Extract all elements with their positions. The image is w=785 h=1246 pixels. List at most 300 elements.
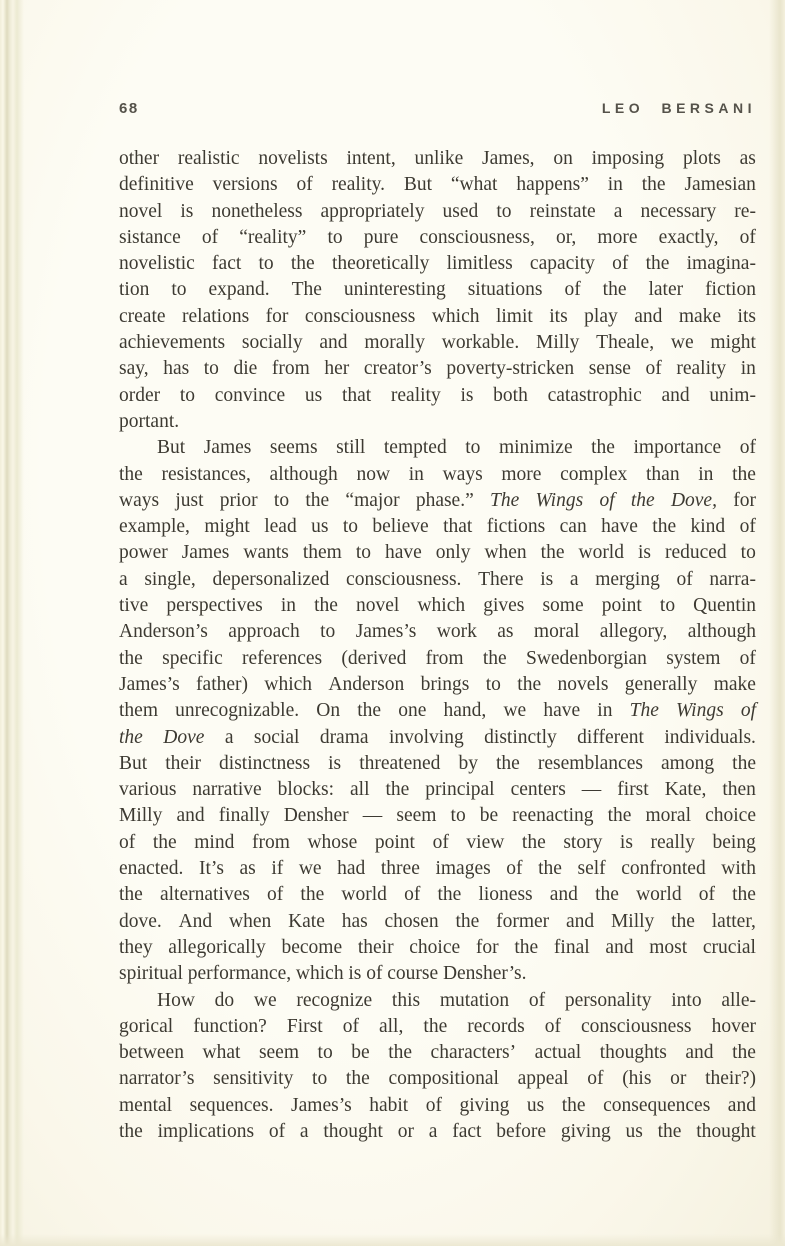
word: the: [119, 726, 143, 748]
word: the: [561, 1094, 586, 1116]
word: of: [587, 1068, 604, 1090]
word: that: [443, 516, 473, 538]
word: the: [630, 489, 655, 511]
word: complex: [560, 463, 628, 485]
word: world: [636, 884, 682, 906]
word: have: [543, 700, 581, 722]
word: the: [305, 489, 330, 511]
word: the: [538, 858, 562, 880]
word: as: [497, 621, 514, 643]
word: the: [119, 1120, 143, 1142]
word: distinctness: [219, 752, 311, 774]
word: Milly: [536, 332, 580, 354]
word: is: [180, 200, 194, 222]
word: for: [733, 489, 756, 511]
word: both: [493, 384, 528, 406]
word: the: [732, 463, 756, 485]
word: do: [214, 989, 235, 1011]
word: die: [233, 358, 258, 380]
word: of: [425, 1094, 442, 1116]
word: socially: [241, 332, 303, 354]
word: Anderson’s: [119, 621, 208, 643]
word: us: [304, 384, 323, 406]
word: novels: [557, 673, 609, 695]
word: has: [163, 358, 190, 380]
word: in: [607, 174, 623, 196]
word: of: [119, 831, 136, 853]
word: brings: [420, 673, 470, 695]
word: have: [601, 516, 638, 538]
word: reality: [390, 384, 441, 406]
word: and: [685, 1042, 714, 1064]
word: which: [264, 673, 313, 695]
word: “reality”: [239, 226, 307, 248]
word: exactly,: [658, 226, 719, 248]
word: to: [273, 489, 290, 511]
word: achievements: [119, 332, 226, 354]
word: limitless: [446, 253, 513, 275]
word: world: [341, 884, 387, 906]
word: to: [327, 226, 343, 248]
word: principal: [425, 779, 495, 801]
word: mental: [119, 1094, 173, 1116]
word: The: [629, 700, 659, 722]
word: morally: [364, 332, 425, 354]
word: or,: [555, 226, 577, 248]
word: James’s: [291, 1094, 352, 1116]
word: other: [119, 148, 160, 169]
word: (his: [622, 1068, 652, 1090]
word: unlike: [414, 148, 464, 169]
word: more: [597, 226, 638, 248]
word: appeal: [517, 1068, 569, 1090]
word: nonetheless: [211, 200, 303, 222]
word: seem: [258, 1042, 300, 1064]
word: to: [203, 358, 219, 380]
word: among: [661, 752, 715, 774]
word: the: [388, 1042, 413, 1064]
word: with: [721, 858, 756, 880]
word: them: [302, 542, 342, 564]
word: Wings: [535, 489, 584, 511]
word: the: [357, 700, 382, 722]
word: in: [280, 595, 296, 617]
text-line: [119, 619, 756, 645]
word: make: [713, 673, 756, 695]
word: make: [678, 305, 722, 327]
word: But: [403, 174, 433, 196]
scan-right-edge: [769, 0, 785, 1246]
word: of: [739, 516, 756, 538]
word: us: [526, 1094, 545, 1116]
word: consciousness: [304, 305, 416, 327]
word: the: [314, 595, 338, 617]
word: different: [577, 726, 644, 748]
word: —: [581, 779, 602, 801]
word: the: [732, 884, 756, 906]
word: kind: [690, 516, 726, 538]
word: But: [157, 437, 186, 459]
word: of: [645, 358, 662, 380]
word: in: [408, 463, 424, 485]
word: various: [119, 779, 177, 801]
word: be: [479, 805, 499, 827]
word: merging: [595, 568, 660, 590]
paragraph: [119, 435, 756, 987]
text-line: [119, 435, 756, 461]
word: individuals.: [664, 726, 756, 748]
word: Quentin: [693, 595, 756, 617]
word: is: [348, 963, 362, 985]
word: phase.”: [415, 489, 474, 511]
text-line: [119, 882, 756, 908]
word: of: [267, 884, 284, 906]
word: and: [634, 305, 663, 327]
word: to: [740, 542, 756, 564]
page-number: 68: [119, 100, 139, 117]
word: recognize: [296, 989, 373, 1011]
word: James’s: [119, 673, 180, 695]
word: to: [317, 1042, 333, 1064]
word: we: [670, 332, 694, 354]
word: believe: [372, 516, 429, 538]
word: in: [740, 358, 756, 380]
word: centers: [510, 779, 566, 801]
word: hover: [711, 1015, 756, 1037]
word: plots: [682, 148, 721, 169]
word: although: [687, 621, 756, 643]
word: the: [290, 253, 315, 275]
word: their?): [705, 1068, 756, 1090]
word: Wings: [675, 700, 724, 722]
word: giving: [560, 1120, 611, 1142]
word: the: [385, 779, 410, 801]
word: of: [268, 1120, 286, 1142]
word: which: [431, 305, 480, 327]
word: How: [157, 989, 195, 1011]
text-line: [119, 172, 756, 198]
word: novelistic: [119, 253, 195, 275]
word: and: [319, 332, 348, 354]
word: of: [528, 989, 546, 1011]
text-line: [119, 909, 756, 935]
scan-bottom-edge: [0, 1234, 785, 1246]
word: is: [540, 568, 554, 590]
word: to: [659, 595, 676, 617]
text-line: [119, 698, 756, 724]
word: lead: [264, 516, 297, 538]
text-line: [119, 251, 756, 277]
word: for: [475, 936, 499, 958]
word: being: [712, 831, 756, 853]
word: to: [179, 384, 196, 406]
word: just: [175, 489, 204, 511]
text-line: [119, 409, 756, 435]
running-title: LEO BERSANI: [601, 100, 756, 116]
word: system: [666, 647, 721, 669]
word: a: [569, 568, 579, 590]
word: of: [739, 226, 756, 248]
word: to: [258, 253, 274, 275]
word: work: [436, 621, 477, 643]
word: implications: [157, 1120, 255, 1142]
word: re-: [734, 200, 756, 222]
word: minimize: [498, 437, 573, 459]
word: realistic: [177, 148, 240, 169]
text-line: [119, 856, 756, 882]
word: although: [269, 463, 338, 485]
text-line: [119, 462, 756, 488]
word: and: [549, 884, 578, 906]
word: situations: [467, 279, 543, 301]
word: their: [357, 936, 394, 958]
scan-left-edge: [0, 0, 24, 1246]
paragraph: [119, 146, 756, 435]
word: all,: [378, 1015, 404, 1037]
word: First: [286, 1015, 323, 1037]
text-line: [119, 1040, 756, 1066]
word: some: [542, 595, 584, 617]
word: really: [650, 831, 695, 853]
word: before: [496, 1120, 547, 1142]
word: “what: [450, 174, 498, 196]
word: as: [739, 148, 756, 169]
word: to: [496, 200, 512, 222]
word: tion: [119, 279, 150, 301]
word: is: [619, 831, 633, 853]
text-line: [119, 988, 756, 1014]
word: unim-: [709, 384, 756, 406]
word: versions: [212, 174, 278, 196]
word: of: [739, 437, 756, 459]
word: of: [698, 884, 715, 906]
word: poverty-stricken: [446, 358, 575, 380]
word: the: [732, 752, 756, 774]
word: and: [565, 910, 595, 932]
word: actual: [534, 1042, 582, 1064]
word: one: [398, 700, 427, 722]
word: the: [423, 1015, 448, 1037]
word: novel: [119, 200, 163, 222]
text-line: [119, 304, 756, 330]
word: of: [201, 226, 219, 248]
word: has: [341, 910, 368, 932]
word: thought: [323, 1120, 383, 1142]
word: Jamesian: [684, 174, 756, 196]
word: allegory,: [599, 621, 668, 643]
word: us: [311, 516, 329, 538]
word: intent,: [346, 148, 396, 169]
word: Dove,: [670, 489, 717, 511]
word: reality: [676, 358, 727, 380]
word: relations: [182, 305, 250, 327]
word: narra-: [709, 568, 756, 590]
word: confronted: [621, 858, 706, 880]
word: to: [485, 673, 501, 695]
word: Milly: [119, 805, 163, 827]
word: a: [224, 726, 234, 748]
word: tive: [119, 595, 149, 617]
text-line: [119, 199, 756, 225]
word: seem: [396, 805, 437, 827]
text-line: [119, 1093, 756, 1119]
word: and: [176, 805, 205, 827]
word: point: [601, 595, 642, 617]
word: three: [380, 858, 420, 880]
word: single,: [144, 568, 196, 590]
word: appropriately: [320, 200, 425, 222]
word: habit: [369, 1094, 409, 1116]
word: The: [490, 489, 520, 511]
word: of: [342, 1015, 359, 1037]
word: us: [625, 1120, 643, 1142]
word: (derived: [341, 647, 407, 669]
word: latter,: [711, 910, 756, 932]
word: gorical: [119, 1015, 174, 1037]
word: story: [563, 831, 603, 853]
word: choice: [705, 805, 756, 827]
word: images: [435, 858, 491, 880]
word: fact: [212, 253, 242, 275]
word: of: [296, 174, 313, 196]
word: social: [253, 726, 300, 748]
text-line: [119, 225, 756, 251]
text-line: [119, 540, 756, 566]
word: And: [178, 910, 213, 932]
word: depersonalized: [212, 568, 330, 590]
word: James,: [482, 148, 535, 169]
word: still: [336, 437, 366, 459]
word: father): [196, 673, 249, 695]
word: might: [204, 516, 250, 538]
word: uninteresting: [343, 279, 446, 301]
word: definitive: [119, 174, 194, 196]
word: personality: [564, 989, 652, 1011]
word: thoughts: [599, 1042, 667, 1064]
word: of: [432, 831, 449, 853]
word: on: [553, 148, 573, 169]
word: It’s: [199, 858, 224, 880]
word: narrator’s: [119, 1068, 195, 1090]
word: and: [605, 936, 634, 958]
text-line: [119, 935, 756, 961]
word: of: [739, 647, 756, 669]
word: of: [404, 884, 421, 906]
text-line: [119, 146, 756, 172]
word: from: [271, 358, 310, 380]
word: the: [482, 647, 507, 669]
text-line: [119, 830, 756, 856]
word: “major: [345, 489, 400, 511]
word: had: [337, 858, 366, 880]
word: moral: [533, 621, 580, 643]
word: performance,: [187, 963, 292, 985]
word: Kate,: [664, 779, 707, 801]
word: the: [517, 673, 542, 695]
word: a: [299, 1120, 309, 1142]
word: the: [671, 910, 695, 932]
word: James: [203, 437, 252, 459]
word: novelists: [258, 148, 328, 169]
word: chosen: [384, 910, 439, 932]
text-line: [119, 330, 756, 356]
word: pure: [363, 226, 399, 248]
word: and: [727, 1094, 756, 1116]
word: tempted: [383, 437, 447, 459]
word: fiction: [705, 279, 756, 301]
word: have: [384, 542, 422, 564]
word: specific: [162, 647, 223, 669]
word: resistances,: [161, 463, 251, 485]
word: Kate: [288, 910, 325, 932]
word: of: [544, 1015, 561, 1037]
word: create: [119, 305, 166, 327]
word: into: [671, 989, 702, 1011]
word: to: [320, 621, 336, 643]
word: by: [458, 752, 478, 774]
word: of: [612, 253, 629, 275]
word: finally: [218, 805, 270, 827]
word: references: [242, 647, 323, 669]
word: which: [295, 963, 344, 985]
word: the: [595, 884, 619, 906]
word: mind: [194, 831, 235, 853]
word: most: [649, 936, 688, 958]
word: to: [171, 279, 187, 301]
word: in: [597, 700, 613, 722]
text-line: [119, 1014, 756, 1040]
word: enacted.: [119, 858, 184, 880]
word: seems: [269, 437, 318, 459]
word: But: [119, 752, 148, 774]
text-line: [119, 672, 756, 698]
word: play: [584, 305, 618, 327]
word: the: [732, 1042, 756, 1064]
word: function?: [193, 1015, 267, 1037]
word: or: [670, 1068, 687, 1090]
word: narrative: [192, 779, 262, 801]
word: first: [617, 779, 649, 801]
word: Densher: [283, 805, 349, 827]
text-line: [119, 751, 756, 777]
word: of: [564, 279, 581, 301]
word: James: [181, 542, 230, 564]
word: mutation: [439, 989, 510, 1011]
text-line: [119, 567, 756, 593]
text-line: [119, 593, 756, 619]
word: the: [119, 884, 143, 906]
word: consciousness: [581, 1015, 692, 1037]
word: this: [391, 989, 421, 1011]
word: only: [435, 542, 471, 564]
word: novel: [356, 595, 400, 617]
word: the: [652, 516, 677, 538]
word: theoretically: [331, 253, 430, 275]
word: unrecognizable.: [175, 700, 300, 722]
word: sistance: [119, 226, 181, 248]
word: of: [676, 568, 693, 590]
word: gives: [483, 595, 525, 617]
word: portant.: [119, 410, 180, 432]
word: the: [657, 1120, 682, 1142]
word: spiritual: [119, 963, 183, 985]
word: necessary: [640, 200, 717, 222]
word: threatened: [359, 752, 441, 774]
word: a: [428, 1120, 438, 1142]
word: Densher’s.: [442, 963, 527, 985]
word: point: [374, 831, 415, 853]
text-line: [119, 961, 756, 987]
